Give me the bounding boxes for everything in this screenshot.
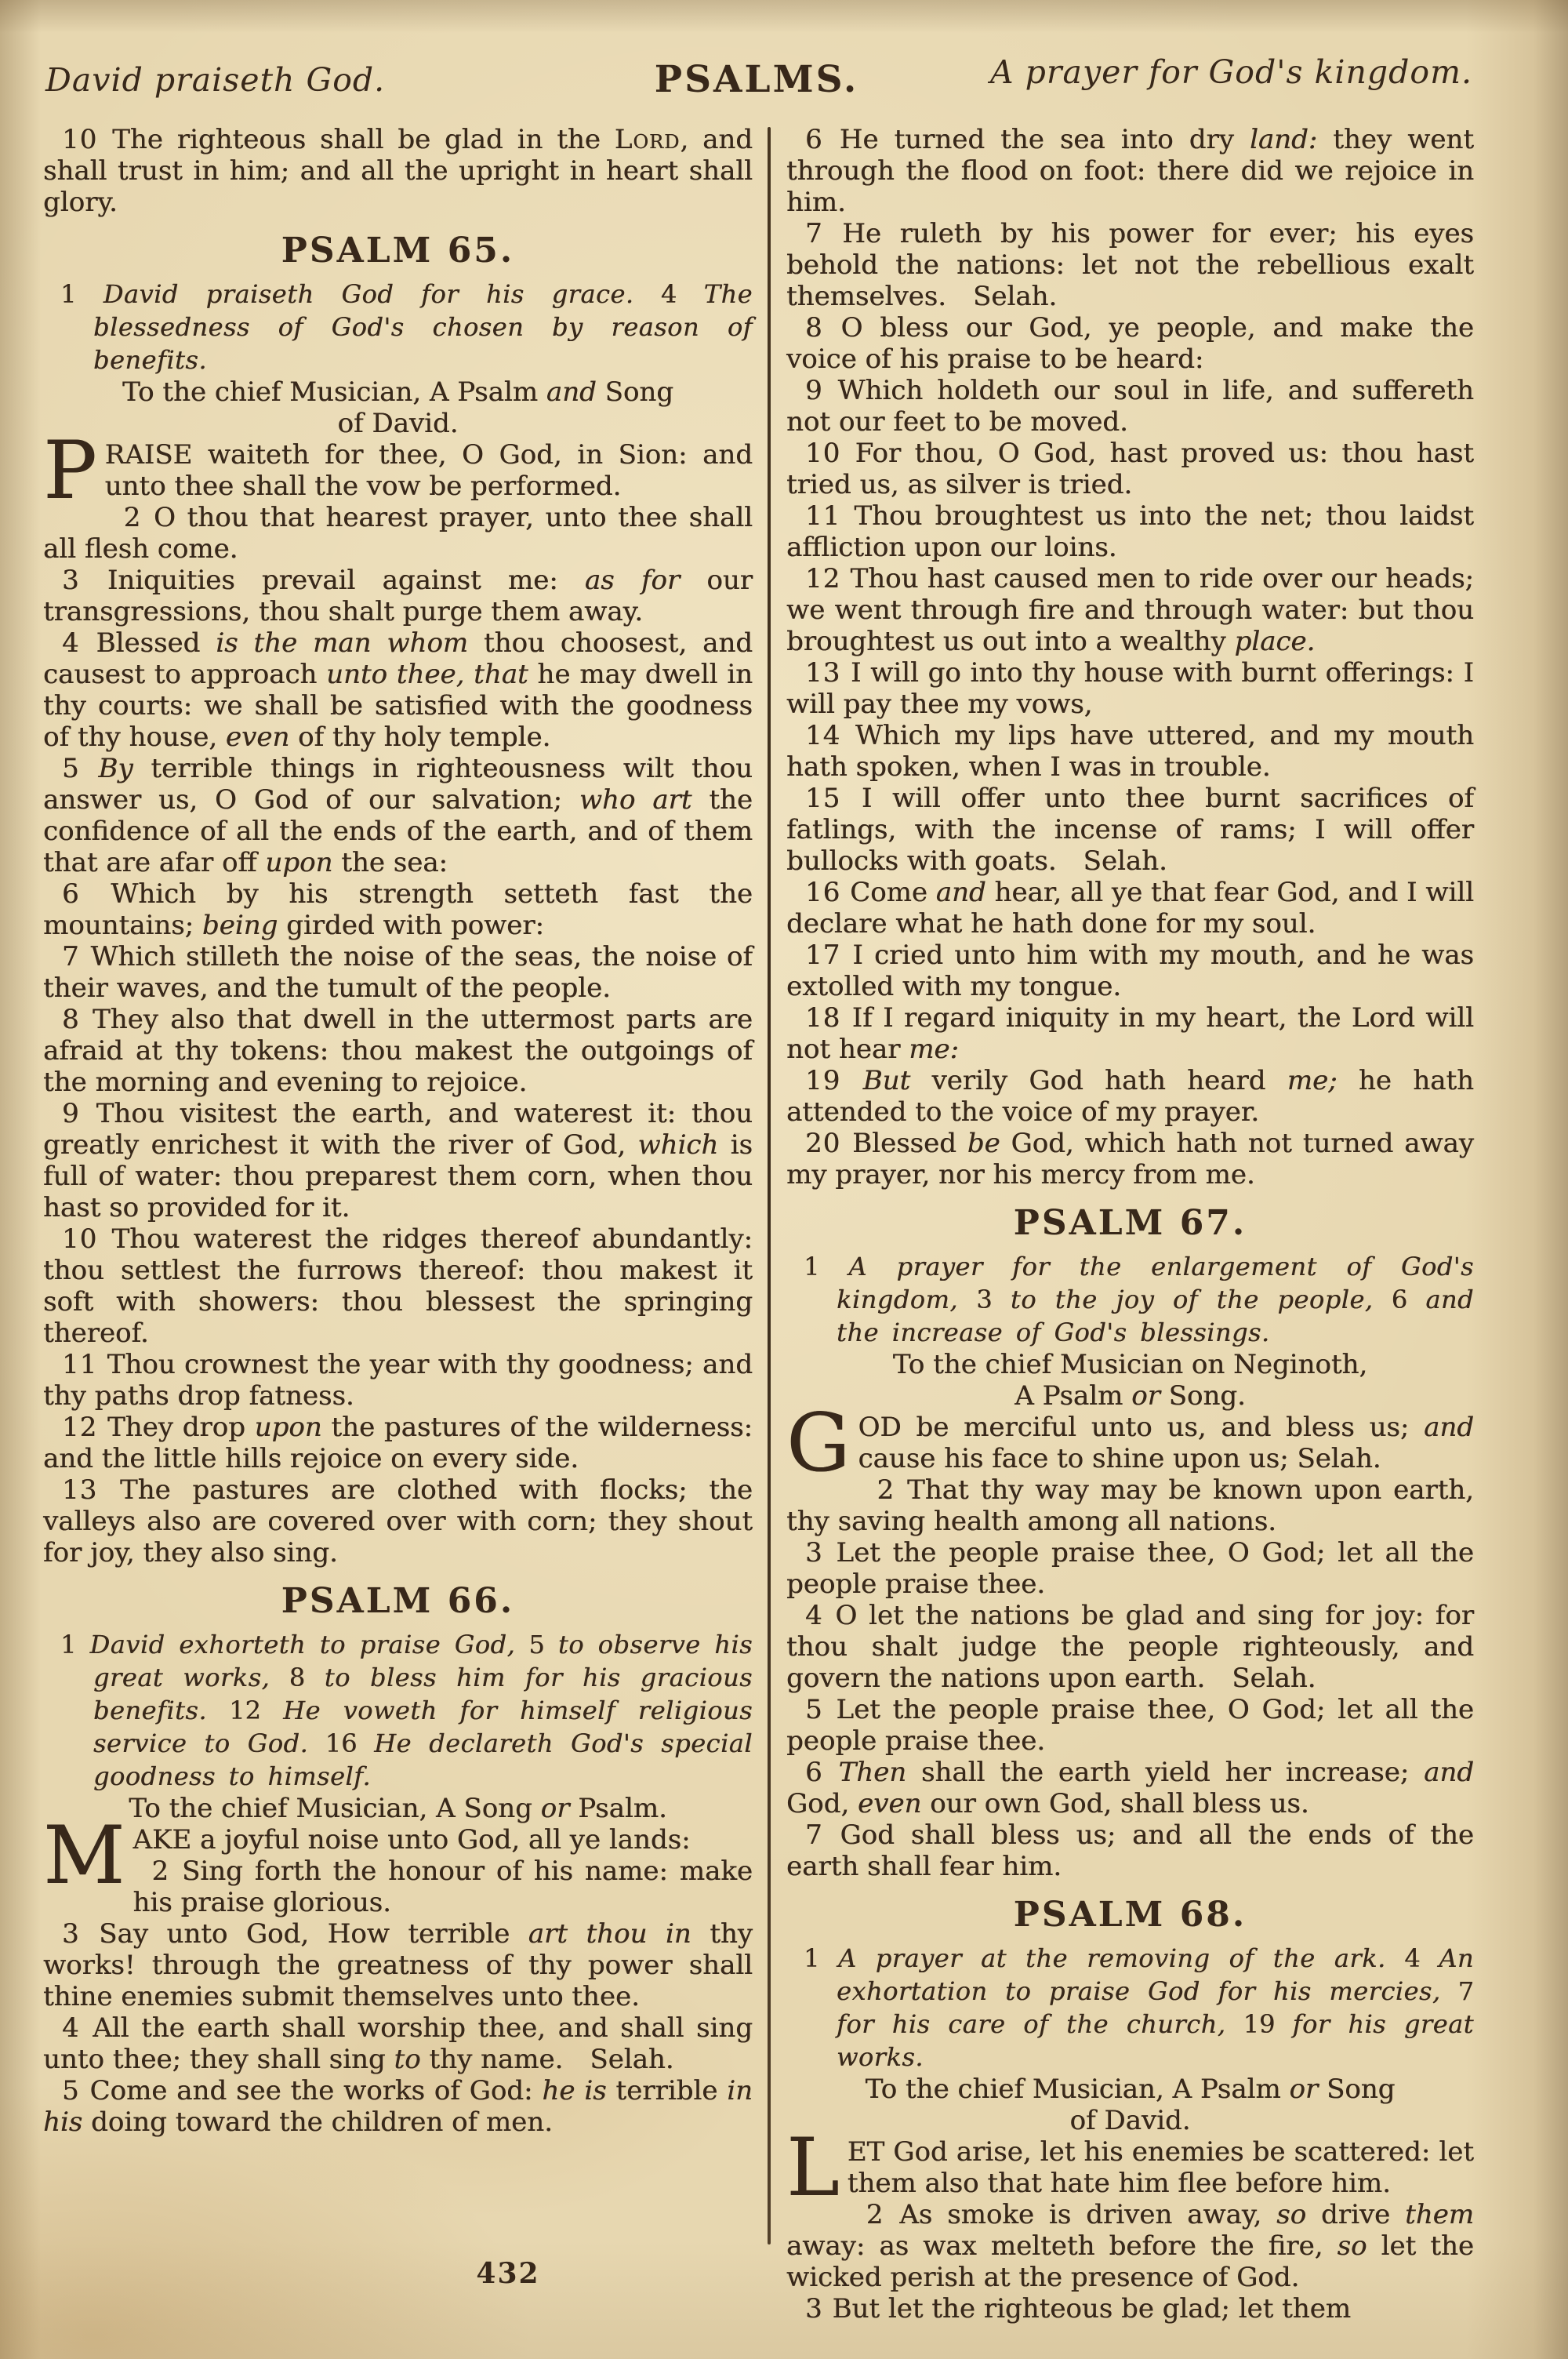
verse-number: 5 [62,753,99,784]
plain-text: Thou waterest the ridges thereof abundantly: thou settlest the furrows thereof: thou makest it soft with showers: thou blessest the springing thereof. [43,1223,753,1349]
plain-text: Which holdeth our soul in life, and suffereth not our feet to be moved. [786,375,1474,438]
verse-text [43,1349,753,1412]
plain-text: thy name. Selah. [420,2044,674,2075]
verse-number: 5 [805,1694,837,1725]
plain-text: He ruleth by his power for ever; his eyes behold the nations: let not the rebellious exalt themselves. Selah. [786,218,1474,312]
inscription-line [786,1380,1474,1412]
verse [786,657,1474,720]
verse-text [786,1002,1474,1065]
drop-cap-letter: P [43,424,97,518]
verse-number: 5 [62,2075,90,2106]
verse-number: 7 [62,941,91,972]
verse-text [786,1819,1474,1882]
psalm-inscription [43,1793,753,1824]
italic-text: The blessedness of God's chosen by reason of benefits. [93,279,753,375]
plain-text: AKE a joyful noise unto God, all ye lands: [132,1824,691,1856]
italic-text: and the increase of God's blessings. [837,1285,1475,1347]
italic-text: so [1276,2199,1307,2230]
inscription-line [43,376,753,408]
italic-text: or [1131,1380,1160,1412]
verse-text [832,2293,1351,2324]
plain-text: All the earth shall worship thee, and shall sing unto thee; they shall sing [43,2012,753,2075]
plain-text: O let the nations be glad and sing for joy: for thou shalt judge the people righteously, and govern the nations upon earth. Selah. [786,1600,1474,1694]
plain-text: let the wicked perish at the presence of God. [786,2230,1474,2293]
verse-text [786,375,1474,438]
plain-text: To the chief Musician, A Song [129,1793,541,1824]
verse-text [786,438,1474,500]
verse-text [786,1757,1474,1819]
plain-text: Blessed [852,1128,967,1159]
plain-text: drive [1306,2199,1406,2230]
verse [786,720,1474,783]
italic-text: and [935,877,986,908]
plain-text: Song [596,376,673,408]
plain-text: 5 [515,1630,558,1659]
verse [786,375,1474,438]
italic-text: which [637,1129,719,1161]
verse-text [786,720,1474,783]
verse-number: 20 [805,1128,853,1159]
verse [786,940,1474,1002]
verse [43,878,753,941]
italic-text: and [546,376,597,408]
verse [786,877,1474,940]
verse-number: 12 [62,1412,107,1443]
verse-number: 3 [805,2293,833,2324]
inscription-line [786,1349,1474,1380]
italic-text: even [225,722,290,753]
plain-text: OD be merciful unto us, and bless us; [858,1412,1425,1443]
italic-text: me; [1287,1065,1338,1096]
verse [786,563,1474,657]
verse-number: 12 [805,563,851,594]
plain-text: the pastures of the wilderness: and the little hills rejoice on every side. [43,1412,753,1474]
verse-number: 8 [62,1004,93,1035]
plain-text: 4 [633,279,704,309]
plain-text: cause his face to shine upon us; Selah. [858,1443,1381,1474]
verse-number: 2 [866,2199,900,2230]
verse [786,124,1474,218]
italic-text: upon [265,847,333,878]
psalm-argument [43,1628,753,1793]
plain-text: the confidence of all the ends of the earth, and of them that are afar off [43,784,753,878]
plain-text: But let the righteous be glad; let them [832,2293,1351,2324]
verse-text [786,1600,1474,1694]
italic-text: upon [254,1412,322,1443]
verse-text [43,1474,753,1568]
plain-text: To the chief Musician, A Psalm [122,376,546,408]
verse [786,1474,1474,1537]
plain-text: Song [1318,2074,1396,2105]
verse-text [786,124,1474,218]
italic-text: to the joy of the people, [1010,1285,1374,1314]
psalm-inscription [786,1349,1474,1412]
italic-text: place. [1234,626,1316,657]
verse-number: 7 [805,218,843,249]
verse-text [43,753,753,878]
italic-text: me: [909,1034,960,1065]
verse-number: 11 [62,1349,107,1380]
italic-text: as for [584,565,681,596]
page-number: 432 [476,2257,540,2290]
plain-text: ET God arise, let his enemies be scattered: let them also that hate him flee before him. [847,2136,1474,2199]
verse [786,1002,1474,1065]
plain-text: the sea: [332,847,448,878]
verse [43,502,753,565]
plain-text: The pastures are clothed with flocks; the valleys also are covered over with corn; they shout for joy, they also sing. [43,1474,753,1568]
plain-text: 1 [804,1943,838,1973]
book-title: PSALMS. [654,58,859,101]
plain-text: O bless our God, ye people, and make the voice of his praise to be heard: [786,312,1474,375]
plain-text: 4 [1385,1943,1439,1973]
verse-text [43,2075,753,2138]
plain-text: Come and see the works of God: [89,2075,543,2106]
italic-text: David exhorteth to praise God, [89,1630,516,1659]
plain-text: our transgressions, thou shalt purge them away. [43,565,753,627]
verse-text [43,941,753,1004]
plain-text: Let the people praise thee, O God; let all the people praise thee. [786,1694,1474,1757]
verse [786,1757,1474,1819]
plain-text: doing toward the children of men. [82,2106,553,2138]
plain-text: That thy way may be known upon earth, thy saving health among all nations. [786,1474,1474,1537]
plain-text: thou choosest, and causest to approach [43,627,753,690]
verse [786,1537,1474,1600]
plain-text: away: as wax melteth before the fire, [786,2230,1338,2262]
plain-text: 1 [60,1630,90,1659]
plain-text: Thou crownest the year with thy goodness; and thy paths drop fatness. [43,1349,753,1412]
verse-text [43,1223,753,1349]
verse-number: 16 [805,877,851,908]
verse [786,2293,1474,2324]
verse [786,1694,1474,1757]
italic-text: David praiseth God for his grace. [103,279,634,309]
verse-number: 15 [805,783,862,814]
italic-text: who art [579,784,692,816]
italic-text: A prayer at the removing of the ark. [837,1943,1386,1973]
plain-text: A Psalm [1014,1380,1132,1412]
plain-text: Which my lips have uttered, and my mouth hath spoken, when I was in trouble. [786,720,1474,783]
plain-text: terrible [606,2075,728,2106]
drop-cap-letter: G [786,1397,851,1490]
italic-text: and [1424,1757,1474,1788]
plain-text: of David. [1069,2105,1191,2136]
verse [786,438,1474,500]
running-head-left: David praiseth God. [45,61,386,99]
verse-text [786,500,1474,563]
verse [786,1397,1474,1490]
verse-number: 2 [877,1474,908,1506]
plain-text: 8 [270,1663,325,1692]
italic-text: them [1405,2199,1474,2230]
plain-text: Blessed [96,627,216,659]
verse [786,1065,1474,1128]
plain-text: Psalm. [569,1793,667,1824]
verse-number: 2 [123,502,154,533]
plain-text: verily God hath heard [910,1065,1287,1096]
verse-text [786,657,1474,720]
verse-number: 7 [805,1819,840,1851]
verse-text [786,1065,1474,1128]
italic-text: art thou in [528,1918,691,1950]
verse [43,627,753,753]
inscription-line [43,408,753,439]
italic-text: unto thee, that [326,659,528,690]
plain-text: I will offer unto thee burnt sacrifices of fatlings, with the incense of rams; I will offer bullocks with goats. Selah. [786,783,1474,877]
verse [43,1412,753,1474]
italic-text: or [1289,2074,1319,2105]
plain-text: They drop [107,1412,255,1443]
verse-number: 13 [62,1474,120,1506]
psalm-heading: PSALM 65. [281,231,515,271]
plain-text: Which by his strength setteth fast the mountains; [43,878,753,941]
verse-text [43,627,753,753]
verse [786,1128,1474,1190]
plain-text: they went through the flood on foot: there did we rejoice in him. [786,124,1474,218]
plain-text: is full of water: thou preparest them corn, when thou hast so provided for it. [43,1129,753,1223]
verse [43,124,753,218]
italic-text: be [967,1128,1000,1159]
verse [786,218,1474,312]
italic-text: land: [1249,124,1318,155]
verse-text [43,565,753,627]
plain-text: God shall bless us; and all the ends of the earth shall fear him. [786,1819,1474,1882]
verse-number: 6 [805,124,840,155]
verse-number: 9 [62,1098,96,1129]
plain-text: As smoke is driven away, [899,2199,1277,2230]
plain-text: He turned the sea into dry [839,124,1250,155]
verse-text [786,1694,1474,1757]
drop-cap-letter: L [786,2121,840,2215]
verse [43,2075,753,2138]
verse [786,1819,1474,1882]
verse-text [786,940,1474,1002]
verse-number: 10 [62,1223,112,1255]
verse-number: 14 [805,720,855,751]
plain-text: To the chief Musician on Neginoth, [892,1349,1368,1380]
italic-text: even [858,1788,922,1819]
plain-text: 12 [207,1696,284,1725]
verse [43,565,753,627]
plain-text: Thou visitest the earth, and waterest it: thou greatly enrichest it with the river of God, [43,1098,753,1161]
plain-text: he may dwell in thy courts: we shall be satisfied with the goodness of thy house, [43,659,753,753]
verse-text [105,439,753,502]
plain-text: For thou, O God, hast proved us: thou hast tried us, as silver is tried. [786,438,1474,500]
italic-text: or [540,1793,570,1824]
verse-number: 19 [805,1065,863,1096]
verse-number: 4 [62,627,96,659]
verse [43,941,753,1004]
italic-text: and [1424,1412,1474,1443]
plain-text: 1 [60,279,103,309]
psalm-heading: PSALM 68. [1013,1895,1247,1935]
verse-number: 3 [62,1918,100,1950]
plain-text: 6 [1373,1285,1426,1314]
verse [786,1600,1474,1694]
plain-text: he hath attended to the voice of my prayer. [786,1065,1474,1128]
verse-text [848,2136,1474,2199]
plain-text: Thou hast caused men to ride over our heads; we went through fire and through water: but thou broughtest us out into a wealthy [786,563,1474,657]
psalm-argument [786,1250,1474,1349]
plain-text: thy works! through the greatness of thy power shall thine enemies submit themselves unto thee. [43,1918,753,2012]
plain-text: girded with power: [278,910,545,941]
plain-text: Iniquities prevail against me: [107,565,585,596]
plain-text: 1 [804,1252,849,1281]
verse [43,1918,753,2012]
inscription-line [43,1793,753,1824]
plain-text: O thou that hearest prayer, unto thee shall all flesh come. [43,502,753,565]
text-columns [43,124,1475,2324]
verse-number: 2 [151,1856,182,1887]
verse-text [132,1856,753,1918]
italic-text: to bless him for his gracious benefits. [93,1663,753,1725]
small-caps-text: Lord [614,124,681,155]
verse-text [786,783,1474,877]
verse [43,424,753,518]
verse-text [43,124,753,218]
psalm-inscription [786,2074,1474,2136]
italic-text: By [98,753,133,784]
verse-text [786,1537,1474,1600]
verse-number: 17 [805,940,853,971]
verse [43,1098,753,1223]
verse-text [43,878,753,941]
verse-number: 10 [62,124,113,155]
plain-text: I will go into thy house with burnt offerings: I will pay thee my vows, [786,657,1475,720]
plain-text: 7 [1440,1976,1475,2006]
verse-number: 9 [805,375,838,406]
verse-text [43,1412,753,1474]
plain-text: I cried unto him with my mouth, and he was extolled with my tongue. [786,940,1474,1002]
verse-number: 3 [62,565,107,596]
plain-text: shall the earth yield her increase; [906,1757,1425,1788]
plain-text: hear, all ye that fear God, and I will declare what he hath done for my soul. [786,877,1475,940]
verse-text [786,312,1474,375]
italic-text: He declareth God's special goodness to himself. [93,1728,753,1791]
inscription-line [786,2074,1474,2105]
verse-text [858,1412,1474,1474]
psalm-heading: PSALM 66. [281,1581,515,1621]
verse-number: 18 [805,1002,852,1034]
plain-text: 19 [1225,2009,1293,2039]
psalm-inscription [43,376,753,439]
plain-text: , and shall trust in him; and all the upright in heart shall glory. [43,124,753,218]
plain-text: our own God, shall bless us. [921,1788,1309,1819]
verse-text [786,1128,1474,1190]
plain-text: of David. [337,408,459,439]
drop-cap-letter: M [43,1809,125,1903]
verse [43,1349,753,1412]
plain-text: They also that dwell in the uttermost parts are afraid at thy tokens: thou makest the outgoings of the morning and evening to rejoice. [43,1004,753,1098]
verse-text [786,218,1474,312]
verse [43,1004,753,1098]
verse-text [43,1918,753,2012]
plain-text: RAISE waiteth for thee, O God, in Sion: and unto thee shall the vow be performed. [104,439,753,502]
italic-text: Then [838,1757,907,1788]
plain-text: God, [786,1788,858,1819]
plain-text: 16 [308,1728,375,1758]
verse [786,2199,1474,2293]
plain-text: Thou broughtest us into the net; thou laidst affliction upon our loins. [786,500,1474,563]
italic-text: he is [542,2075,607,2106]
italic-text: He voweth for himself religious service to God. [93,1696,753,1758]
italic-text: for his care of the church, [837,2009,1226,2039]
running-head-right: A prayer for God's kingdom. [990,53,1472,91]
plain-text: Song. [1160,1380,1246,1412]
verse-number: 6 [805,1757,839,1788]
verse-number: 4 [805,1600,836,1631]
verse-number: 4 [62,2012,93,2044]
plain-text: Sing forth the honour of his name: make his praise glorious. [132,1856,753,1918]
verse-text [132,1824,690,1856]
verse [43,1223,753,1349]
column-divider-rule [768,127,771,2245]
italic-text: being [201,910,278,941]
verse-number: 6 [62,878,111,910]
verse-number: 13 [805,657,851,689]
plain-text: terrible things in righteousness wilt thou answer us, O God of our salvation; [43,753,753,816]
verse-text [786,563,1474,657]
left-column [43,124,753,2312]
italic-text: An exhortation to praise God for his mercies, [837,1943,1475,2006]
italic-text: But [862,1065,911,1096]
psalm-argument [43,278,753,376]
plain-text: of thy holy temple. [289,722,551,753]
plain-text: 3 [957,1285,1011,1314]
italic-text: is the man whom [216,627,469,659]
verse-number: 11 [805,500,855,532]
psalm-heading: PSALM 67. [1013,1203,1247,1243]
plain-text: To the chief Musician, A Psalm [865,2074,1290,2105]
italic-text: for his great works. [837,2009,1474,2072]
italic-text: A prayer for the enlargement of God's kingdom, [837,1252,1475,1314]
verse [43,2012,753,2075]
page-header [0,49,1568,119]
right-column [786,124,1475,2324]
verse [43,1856,753,1918]
verse [786,500,1474,563]
plain-text: Come [850,877,936,908]
verse-number: 8 [805,312,841,343]
italic-text: in his [43,2075,753,2138]
plain-text: If I regard iniquity in my heart, the Lord will not hear [786,1002,1474,1065]
plain-text: The righteous shall be glad in the [112,124,615,155]
verse [786,312,1474,375]
verse-text [43,2012,753,2075]
inscription-line [786,2105,1474,2136]
italic-text: so [1337,2230,1367,2262]
verse-text [43,1098,753,1223]
verse [786,783,1474,877]
italic-text: to observe his great works, [93,1630,753,1692]
verse-number: 3 [805,1537,837,1568]
plain-text: Which stilleth the noise of the seas, the noise of their waves, and the tumult of the people. [43,941,753,1004]
verse-text [43,1004,753,1098]
verse [43,1474,753,1568]
verse [43,753,753,878]
psalm-argument [786,1942,1474,2074]
plain-text: Say unto God, How terrible [99,1918,528,1950]
verse-number: 10 [805,438,855,469]
italic-text: to [394,2044,421,2075]
verse-text [786,877,1474,940]
plain-text: God, which hath not turned away my prayer, nor his mercy from me. [786,1128,1474,1190]
plain-text: Let the people praise thee, O God; let all the people praise thee. [786,1537,1474,1600]
